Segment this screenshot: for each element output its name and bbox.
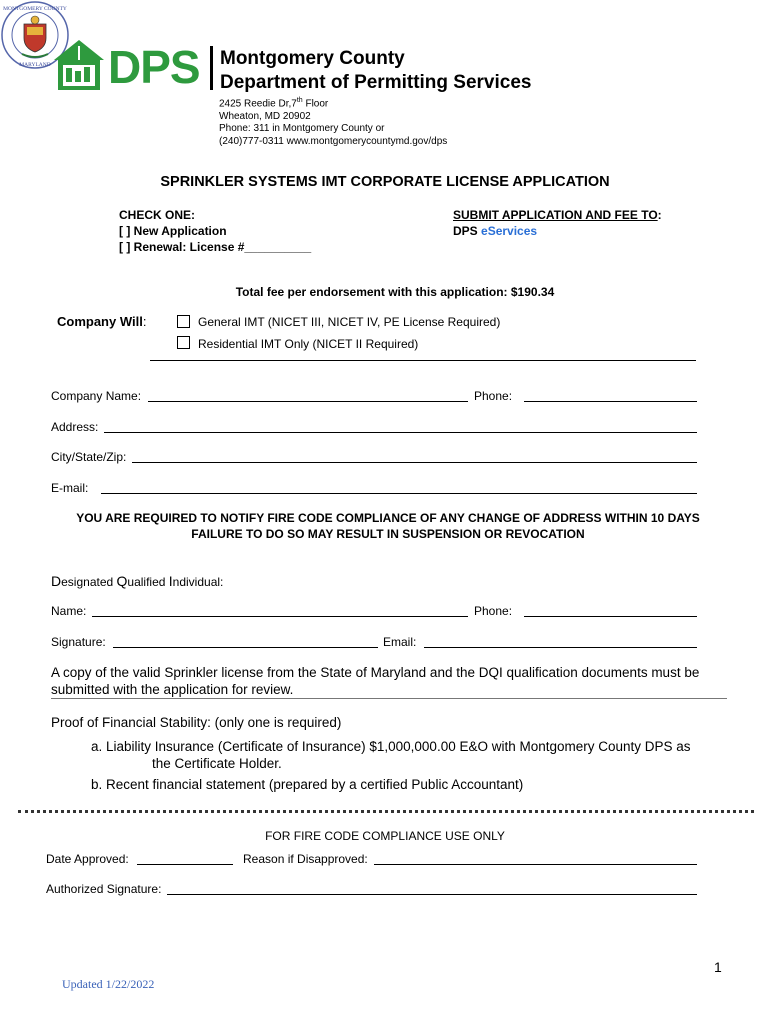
city-state-zip-field[interactable]: [132, 462, 697, 463]
financial-item-b: b. Recent financial statement (prepared by a certified Public Accountant): [91, 777, 524, 792]
dqi-word3: ndividual:: [172, 575, 224, 589]
address-line3: Phone: 311 in Montgomery County or: [219, 123, 385, 135]
logo-divider: [210, 46, 213, 90]
dqi-heading: [51, 573, 223, 589]
check-one-heading: CHECK ONE:: [119, 208, 196, 222]
dqi-letter-q: Q: [116, 573, 128, 589]
org-name-line2: Department of Permitting Services: [220, 72, 532, 93]
submit-dps: DPS: [453, 224, 482, 238]
dqi-phone-label: Phone:: [474, 604, 513, 618]
general-imt-label: General IMT (NICET III, NICET IV, PE License Required): [198, 315, 501, 329]
svg-text:MONTGOMERY COUNTY: MONTGOMERY COUNTY: [3, 6, 67, 12]
submit-heading: SUBMIT APPLICATION AND FEE TO: [453, 208, 658, 222]
email-field[interactable]: [101, 493, 697, 494]
dps-house-logo-icon: [50, 38, 108, 94]
check-one-block: [119, 207, 311, 255]
company-phone-field[interactable]: [524, 401, 697, 402]
dqi-signature-field[interactable]: [113, 647, 378, 648]
svg-text:MARYLAND: MARYLAND: [19, 62, 51, 68]
eservices-link[interactable]: eServices: [481, 224, 538, 238]
notice-block: [0, 510, 770, 542]
address-line4: (240)777-0311 www.montgomerycountymd.gov/dps: [219, 135, 448, 147]
dqi-letter-d: D: [51, 573, 62, 589]
date-approved-field[interactable]: [137, 864, 233, 865]
address-label: Address:: [51, 420, 99, 434]
company-will-text: Company Will: [57, 314, 143, 329]
company-will-label: [57, 314, 146, 329]
page-number: 1: [714, 959, 722, 975]
dqi-name-label: Name:: [51, 604, 87, 618]
dqi-name-field[interactable]: [92, 616, 468, 617]
submit-block: [453, 207, 662, 239]
financial-item-a-cont: the Certificate Holder.: [152, 756, 282, 771]
address-line2: Wheaton, MD 20902: [219, 110, 311, 122]
dqi-phone-field[interactable]: [524, 616, 697, 617]
company-name-label: Company Name:: [51, 389, 142, 403]
reason-disapproved-label: Reason if Disapproved:: [243, 852, 368, 866]
address-field[interactable]: [104, 432, 697, 433]
company-name-field[interactable]: [148, 401, 468, 402]
dqi-word1: esignated: [61, 575, 117, 589]
dqi-signature-label: Signature:: [51, 635, 106, 649]
dqi-email-field[interactable]: [424, 647, 697, 648]
date-approved-label: Date Approved:: [46, 852, 129, 866]
financial-heading: Proof of Financial Stability: (only one is required): [51, 715, 342, 730]
dps-logo-text: DPS: [108, 41, 200, 93]
city-state-zip-label: City/State/Zip:: [51, 450, 127, 464]
office-use-heading: FOR FIRE CODE COMPLIANCE USE ONLY: [265, 829, 505, 843]
dqi-word2: ualified: [127, 575, 169, 589]
authorized-signature-label: Authorized Signature:: [46, 882, 162, 896]
fee-text: Total fee per endorsement with this application: $190.34: [235, 285, 555, 299]
residential-imt-label: Residential IMT Only (NICET II Required): [198, 337, 419, 351]
authorized-signature-field[interactable]: [167, 894, 697, 895]
notice-line1: YOU ARE REQUIRED TO NOTIFY FIRE CODE COMPLIANCE OF ANY CHANGE OF ADDRESS WITHIN 10 DAYS: [76, 511, 700, 525]
company-phone-label: Phone:: [474, 389, 513, 403]
updated-date: Updated 1/22/2022: [62, 977, 155, 991]
email-label: E-mail:: [51, 481, 89, 495]
dqi-email-label: Email:: [383, 635, 417, 649]
copy-note-underline: [51, 698, 727, 699]
residential-imt-checkbox[interactable]: [177, 336, 190, 349]
org-name-line1: Montgomery County: [220, 48, 405, 69]
section-divider: [150, 360, 696, 361]
dotted-separator: [18, 810, 754, 813]
company-will-colon: :: [142, 314, 147, 329]
submit-colon: :: [657, 208, 662, 222]
page-title: SPRINKLER SYSTEMS IMT CORPORATE LICENSE APPLICATION: [160, 174, 610, 190]
general-imt-checkbox[interactable]: [177, 315, 190, 328]
copy-note: A copy of the valid Sprinkler license from the State of Maryland and the DQI qualification documents must be submitted with the application for review.: [51, 665, 700, 697]
renewal-option[interactable]: [ ] Renewal: License #__________: [119, 240, 312, 254]
financial-item-a: a. Liability Insurance (Certificate of Insurance) $1,000,000.00 E&O with Montgomery County DPS as: [91, 739, 691, 754]
dqi-letter-i: I: [168, 573, 173, 589]
new-application-option[interactable]: [ ] New Application: [119, 224, 227, 238]
org-address: [219, 95, 447, 148]
address-line1: 2425 Reedie Dr,7th Floor: [219, 97, 329, 110]
reason-disapproved-field[interactable]: [374, 864, 697, 865]
notice-line2: FAILURE TO DO SO MAY RESULT IN SUSPENSION OR REVOCATION: [191, 527, 585, 541]
